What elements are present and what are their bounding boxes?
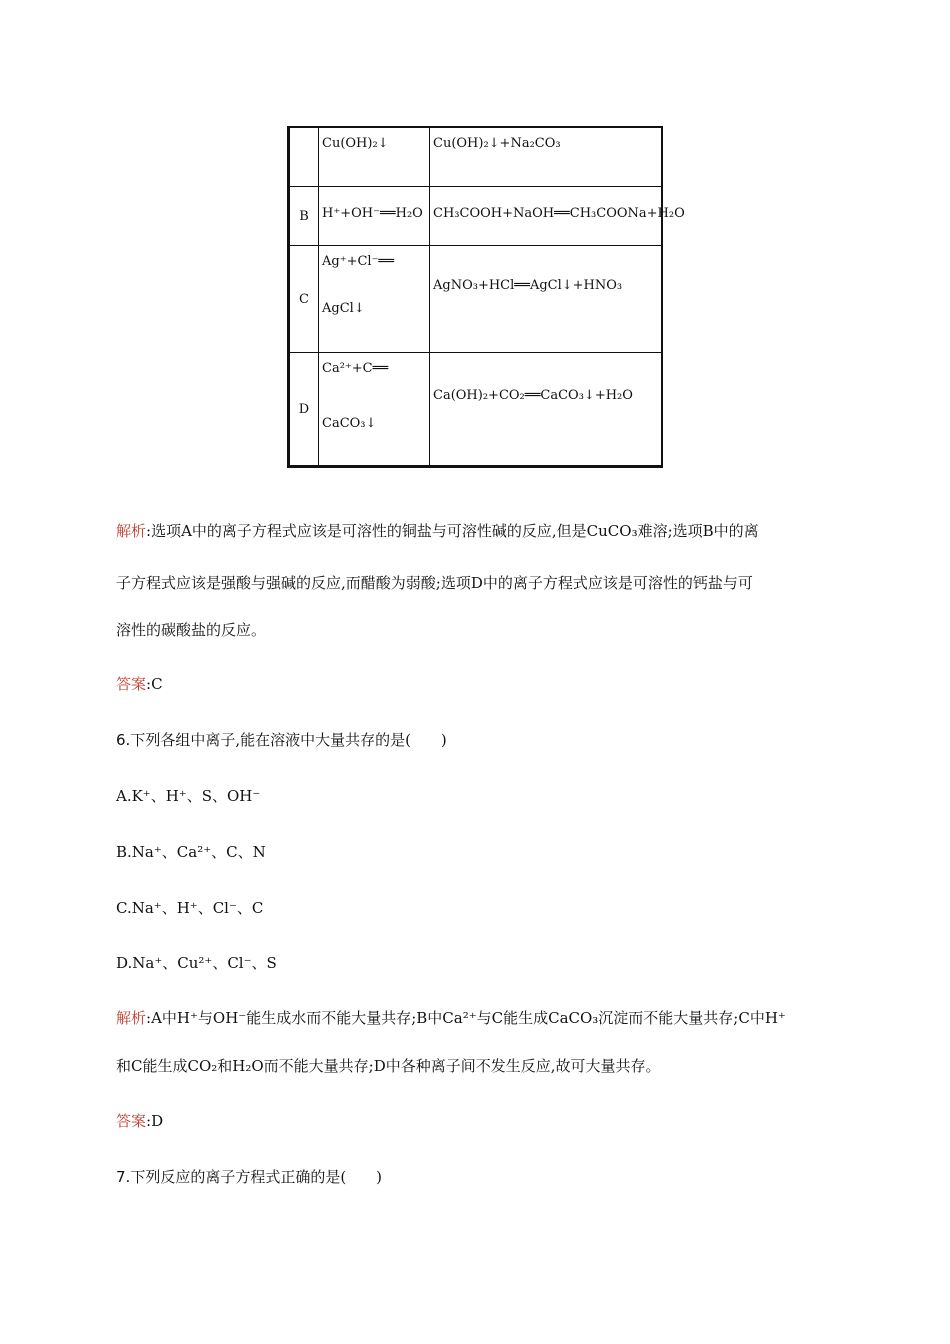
ion-cell [319, 246, 430, 352]
row-label [290, 128, 319, 186]
equation-cell [430, 246, 661, 352]
answer-value: :C [146, 675, 163, 693]
analysis-line: 子方程式应该是强酸与强碱的反应,而醋酸为弱酸;选项D中的离子方程式应该是可溶性的钙盐与可 [116, 574, 753, 592]
equation-cell [430, 128, 661, 186]
row-label: D [290, 353, 319, 466]
answer-line [116, 673, 163, 694]
chemical-equation: Ca(OH)₂+CO₂══CaCO₃↓+H₂O [433, 388, 633, 403]
table-row [290, 353, 661, 466]
analysis-tag: 解析 [116, 1009, 147, 1027]
table-row [290, 187, 685, 246]
ion-cell [319, 187, 430, 245]
equation-cell [430, 353, 661, 466]
question-text: 下列各组中离子,能在溶液中大量共存的是( ) [130, 731, 447, 749]
analysis-line [116, 520, 759, 541]
equation-table [287, 126, 685, 468]
option-a: A.K⁺、H⁺、S、OH⁻ [116, 787, 261, 805]
analysis-tag: 解析 [116, 522, 147, 540]
analysis-line [116, 1007, 786, 1028]
analysis-line: 溶性的碳酸盐的反应。 [116, 621, 267, 639]
ion-equation: H⁺+OH⁻══H₂O [322, 206, 423, 221]
question-number: 7. [116, 1168, 131, 1186]
question-text: 下列反应的离子方程式正确的是( ) [130, 1168, 383, 1186]
ion-equation: Ag⁺+Cl⁻══ [322, 254, 395, 269]
analysis-text: :选项A中的离子方程式应该是可溶性的铜盐与可溶性碱的反应,但是CuCO₃难溶;选项B中的离 [146, 522, 759, 540]
answer-tag: 答案 [116, 675, 147, 693]
question-6 [116, 729, 447, 750]
row-label: B [290, 187, 319, 245]
question-7 [116, 1166, 382, 1187]
ion-equation: Ca²⁺+C══ [322, 361, 389, 376]
table-row [290, 128, 661, 187]
ion-product: AgCl↓ [322, 301, 365, 316]
option-b: B.Na⁺、Ca²⁺、C、N [116, 843, 266, 861]
option-d: D.Na⁺、Cu²⁺、Cl⁻、S [116, 954, 277, 972]
equation-cell [430, 187, 685, 245]
table-row [290, 246, 661, 353]
answer-value: :D [146, 1112, 164, 1130]
chemical-equation: CH₃COOH+NaOH══CH₃COONa+H₂O [433, 206, 685, 221]
row-label: C [290, 246, 319, 352]
ion-product: CaCO₃↓ [322, 416, 377, 431]
ion-cell [319, 353, 430, 466]
analysis-text: :A中H⁺与OH⁻能生成水而不能大量共存;B中Ca²⁺与C能生成CaCO₃沉淀而不能大量共存;C中H⁺ [146, 1009, 786, 1027]
answer-tag: 答案 [116, 1112, 147, 1130]
answer-line [116, 1110, 163, 1131]
ion-cell [319, 128, 430, 186]
question-number: 6. [116, 731, 131, 749]
analysis-line: 和C能生成CO₂和H₂O而不能大量共存;D中各种离子间不发生反应,故可大量共存。 [116, 1057, 661, 1075]
ion-equation: Cu(OH)₂↓ [322, 136, 389, 151]
chemical-equation: AgNO₃+HCl══AgCl↓+HNO₃ [433, 278, 623, 293]
chemical-equation: Cu(OH)₂↓+Na₂CO₃ [433, 136, 561, 151]
option-c: C.Na⁺、H⁺、Cl⁻、C [116, 899, 264, 917]
